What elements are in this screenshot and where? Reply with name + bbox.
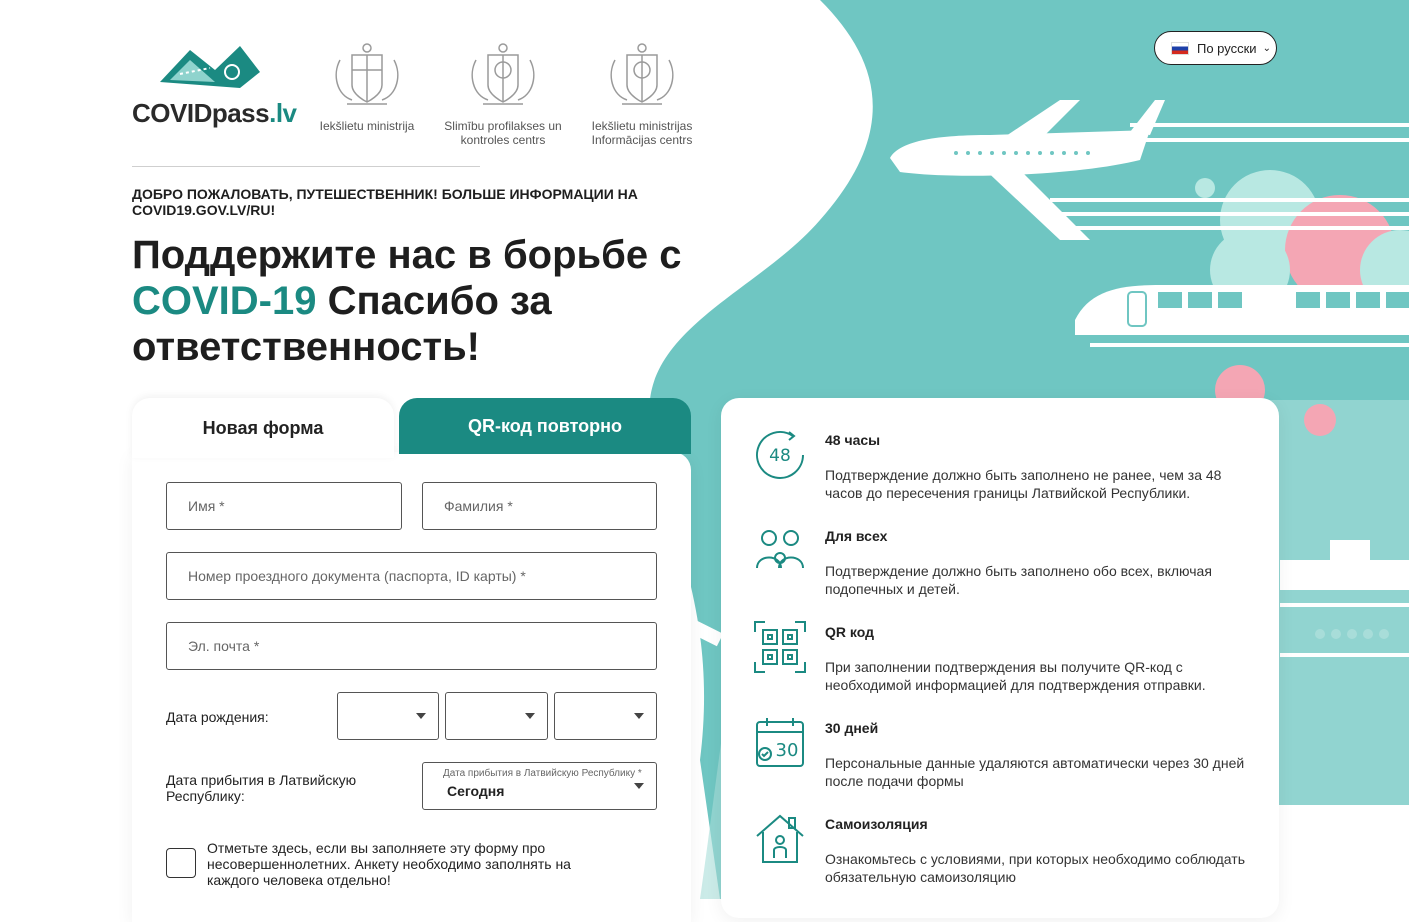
arrival-select-value: Сегодня <box>447 783 505 799</box>
qr-code-icon <box>753 620 807 674</box>
dropdown-arrow-icon <box>634 783 644 789</box>
chevron-down-icon: ⌄ <box>1262 42 1271 54</box>
form-card <box>132 398 691 918</box>
language-label: По русски <box>1197 40 1257 56</box>
partner-logo-interior-ministry: Iekšlietu ministrija <box>302 40 432 133</box>
minor-checkbox[interactable] <box>166 848 196 878</box>
partner-logo-info-centre: Iekšlietu ministrijas Informācijas centrs <box>577 40 707 147</box>
coat-of-arms-icon <box>597 40 687 110</box>
48-hours-icon <box>753 428 807 482</box>
partner-logo-spkc: Slimību profilakses un kontroles centrs <box>438 40 568 147</box>
brand-name: COVIDpass <box>132 98 270 128</box>
arrival-date-label: Дата прибытия в Латвийскую Республику: <box>166 772 357 804</box>
house-isolation-icon <box>753 812 807 866</box>
arrival-select-caption: Дата прибытия в Латвийскую Республику * <box>443 768 642 779</box>
covidpass-logo[interactable] <box>132 40 297 130</box>
mountain-ticket-icon <box>160 42 290 92</box>
dropdown-arrow-icon <box>416 713 426 719</box>
coat-of-arms-icon <box>322 40 412 110</box>
dob-month-select[interactable] <box>445 692 548 740</box>
form-body <box>132 452 691 922</box>
dropdown-arrow-icon <box>525 713 535 719</box>
brand-suffix: .lv <box>269 98 297 128</box>
tab-qr-repeat[interactable]: QR-код повторно <box>399 398 691 454</box>
first-name-input[interactable]: Имя * <box>166 482 402 530</box>
family-icon <box>753 524 807 578</box>
document-number-input[interactable]: Номер проездного документа (паспорта, ID карты) * <box>166 552 657 600</box>
minor-checkbox-label: Отметьте здесь, если вы заполняете эту форму про несовершеннолетних. Анкету необходимо заполнять на каждого человека отдельно! <box>207 840 571 888</box>
calendar-30-icon <box>753 716 807 770</box>
last-name-input[interactable]: Фамилия * <box>422 482 657 530</box>
header-divider <box>132 166 480 167</box>
dropdown-arrow-icon <box>634 713 644 719</box>
page-headline: Поддержите нас в борьбе с COVID-19 Спасибо за ответственность! <box>132 233 682 369</box>
email-input[interactable]: Эл. почта * <box>166 622 657 670</box>
info-card: 48 48 часы Подтверждение должно быть заполнено не ранее, чем за 48 часов до пересечения границы Латвийской Республики. Для всех Подтверждение должно быть заполнено обо всех, включая подопечных и детей. QR код При заполнении подтверждения вы получите QR-код с необходимой информацией для подтверждения отправки. 30 30 дней Персональные данные удаляются автоматически через 30 дней после подачи формы Самоизоляция Ознакомьтесь с условиями, при которых необходимо соблюдать обязательную самоизоляцию <box>721 398 1279 918</box>
welcome-text: ДОБРО ПОЖАЛОВАТЬ, ПУТЕШЕСТВЕННИК! БОЛЬШЕ ИНФОРМАЦИИ НА COVID19.GOV.LV/RU! <box>132 186 638 218</box>
language-selector[interactable] <box>1154 31 1277 65</box>
svg-text:30: 30 <box>775 740 799 761</box>
dob-day-select[interactable] <box>337 692 439 740</box>
dob-year-select[interactable] <box>554 692 657 740</box>
arrival-date-select[interactable] <box>422 762 657 810</box>
tab-new-form[interactable]: Новая форма <box>132 398 394 458</box>
russian-flag-icon <box>1171 42 1189 55</box>
coat-of-arms-icon <box>458 40 548 110</box>
svg-text:48: 48 <box>769 446 791 466</box>
dob-label: Дата рождения: <box>166 709 269 725</box>
headline-accent: COVID-19 <box>132 279 317 323</box>
